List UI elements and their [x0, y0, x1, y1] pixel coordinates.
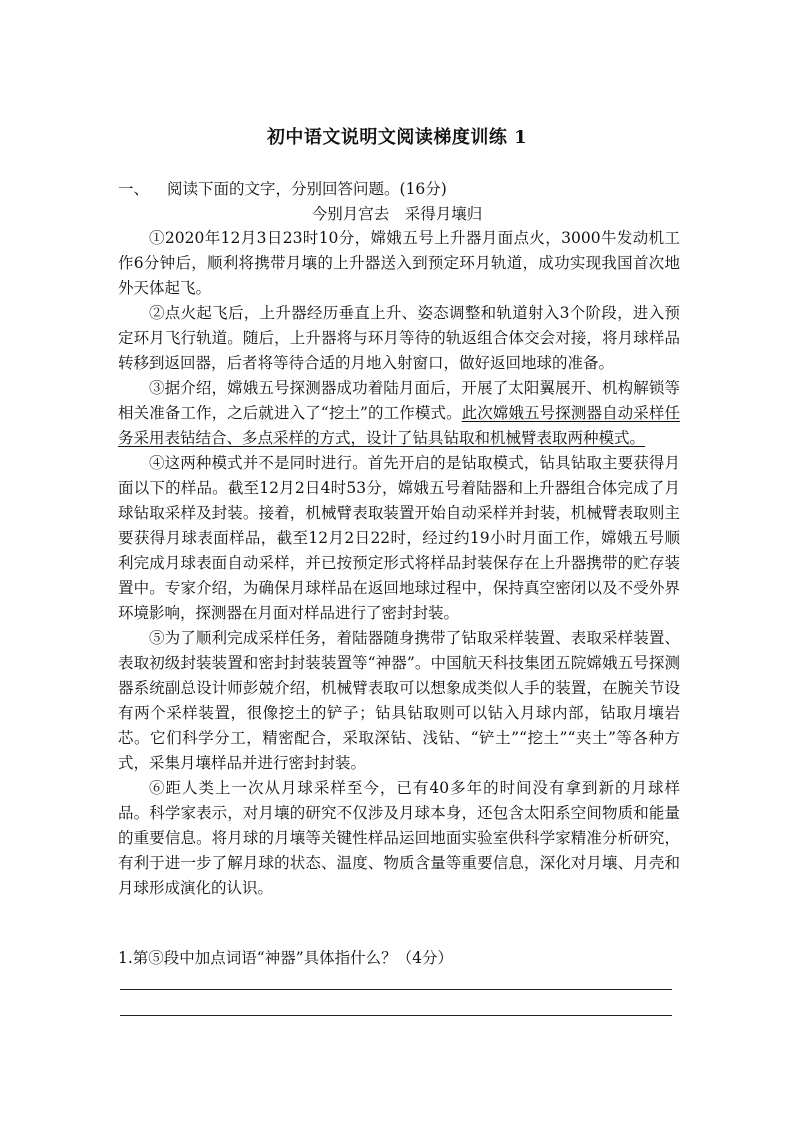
article-body: [118, 226, 680, 901]
paragraph-3-text: ③据介绍，嫦娥五号探测器成功着陆月面后，开展了太阳翼展开、机构解锁等相关准备工作，之后就进入了“挖土”的工作模式。: [118, 379, 680, 422]
paragraph-6: ⑥距人类上一次从月球采样至今，已有40多年的时间没有拿到新的月球样品。科学家表示，对月壤的研究不仅涉及月球本身，还包含太阳系空间物质和能量的重要信息。将月球的月壤等关键性样品运回地面实验室供科学家精准分析研究，有利于进一步了解月球的状态、温度、物质含量等重要信息，深化对月壤、月壳和月球形成演化的认识。: [118, 779, 680, 897]
paragraph-4: ④这两种模式并不是同时进行。首先开启的是钻取模式，钻具钻取主要获得月面以下的样品。截至12月2日4时53分，嫦娥五号着陆器和上升器组合体完成了月球钻取采样及封装。接着，机械臂表取装置开始自动采样并封装，机械臂表取则主要获得月球表面样品，截至12月2日22时，经过约19小时月面工作，嫦娥五号顺利完成月球表面自动采样，并已按预定形式将样品封装保存在上升器携带的贮存装置中。专家介绍，为确保月球样品在返回地球过程中，保持真空密闭以及不受外界环境影响，探测器在月面对样品进行了密封封装。: [118, 454, 680, 622]
article-title: 今别月宫去 采得月壤归: [311, 205, 483, 223]
paragraph-5: ⑤为了顺利完成采样任务，着陆器随身携带了钻取采样装置、表取采样装置、表取初级封装装置和密封封装装置等“神器”。中国航天科技集团五院嫦娥五号探测器系统副总设计师彭兢介绍，机械臂表取可以想象成类似人手的装置，在腕关节设有两个采样装置，很像挖土的铲子；钻具钻取则可以钻入月球内部，钻取月壤岩芯。它们科学分工，精密配合，采取深钻、浅钻、“铲土”“挖土”“夹土”等各种方式，采集月壤样品并进行密封封装。: [118, 629, 680, 772]
section-instruction: 阅读下面的文字，分别回答问题。(16分): [167, 180, 447, 198]
underlined-sentence: 此次嫦娥五号探测器自动采样任务采用表钻结合、多点采样的方式，设计了钻具钻取和机械臂表取两种模式。: [118, 404, 680, 447]
section-heading: [118, 177, 447, 199]
paragraph-1: ①2020年12月3日23时10分，嫦娥五号上升器月面点火，3000牛发动机工作6分钟后，顺利将携带月壤的上升器送入到预定环月轨道，成功实现我国首次地外天体起飞。: [118, 229, 680, 297]
paragraph-2: ②点火起飞后，上升器经历垂直上升、姿态调整和轨道射入3个阶段，进入预定环月飞行轨道。随后，上升器将与环月等待的轨返组合体交会对接，将月球样品转移到返回器，后者将等待合适的月地入射窗口，做好返回地球的准备。: [118, 304, 680, 372]
answer-line[interactable]: [120, 1015, 672, 1016]
section-number: 一、: [118, 180, 150, 198]
document-title: 初中语文说明文阅读梯度训练 1: [266, 127, 528, 148]
paragraph-3: [118, 376, 680, 451]
answer-line[interactable]: [120, 989, 672, 990]
question-1: 1.第⑤段中加点词语“神器”具体指什么？（4分）: [118, 949, 453, 967]
